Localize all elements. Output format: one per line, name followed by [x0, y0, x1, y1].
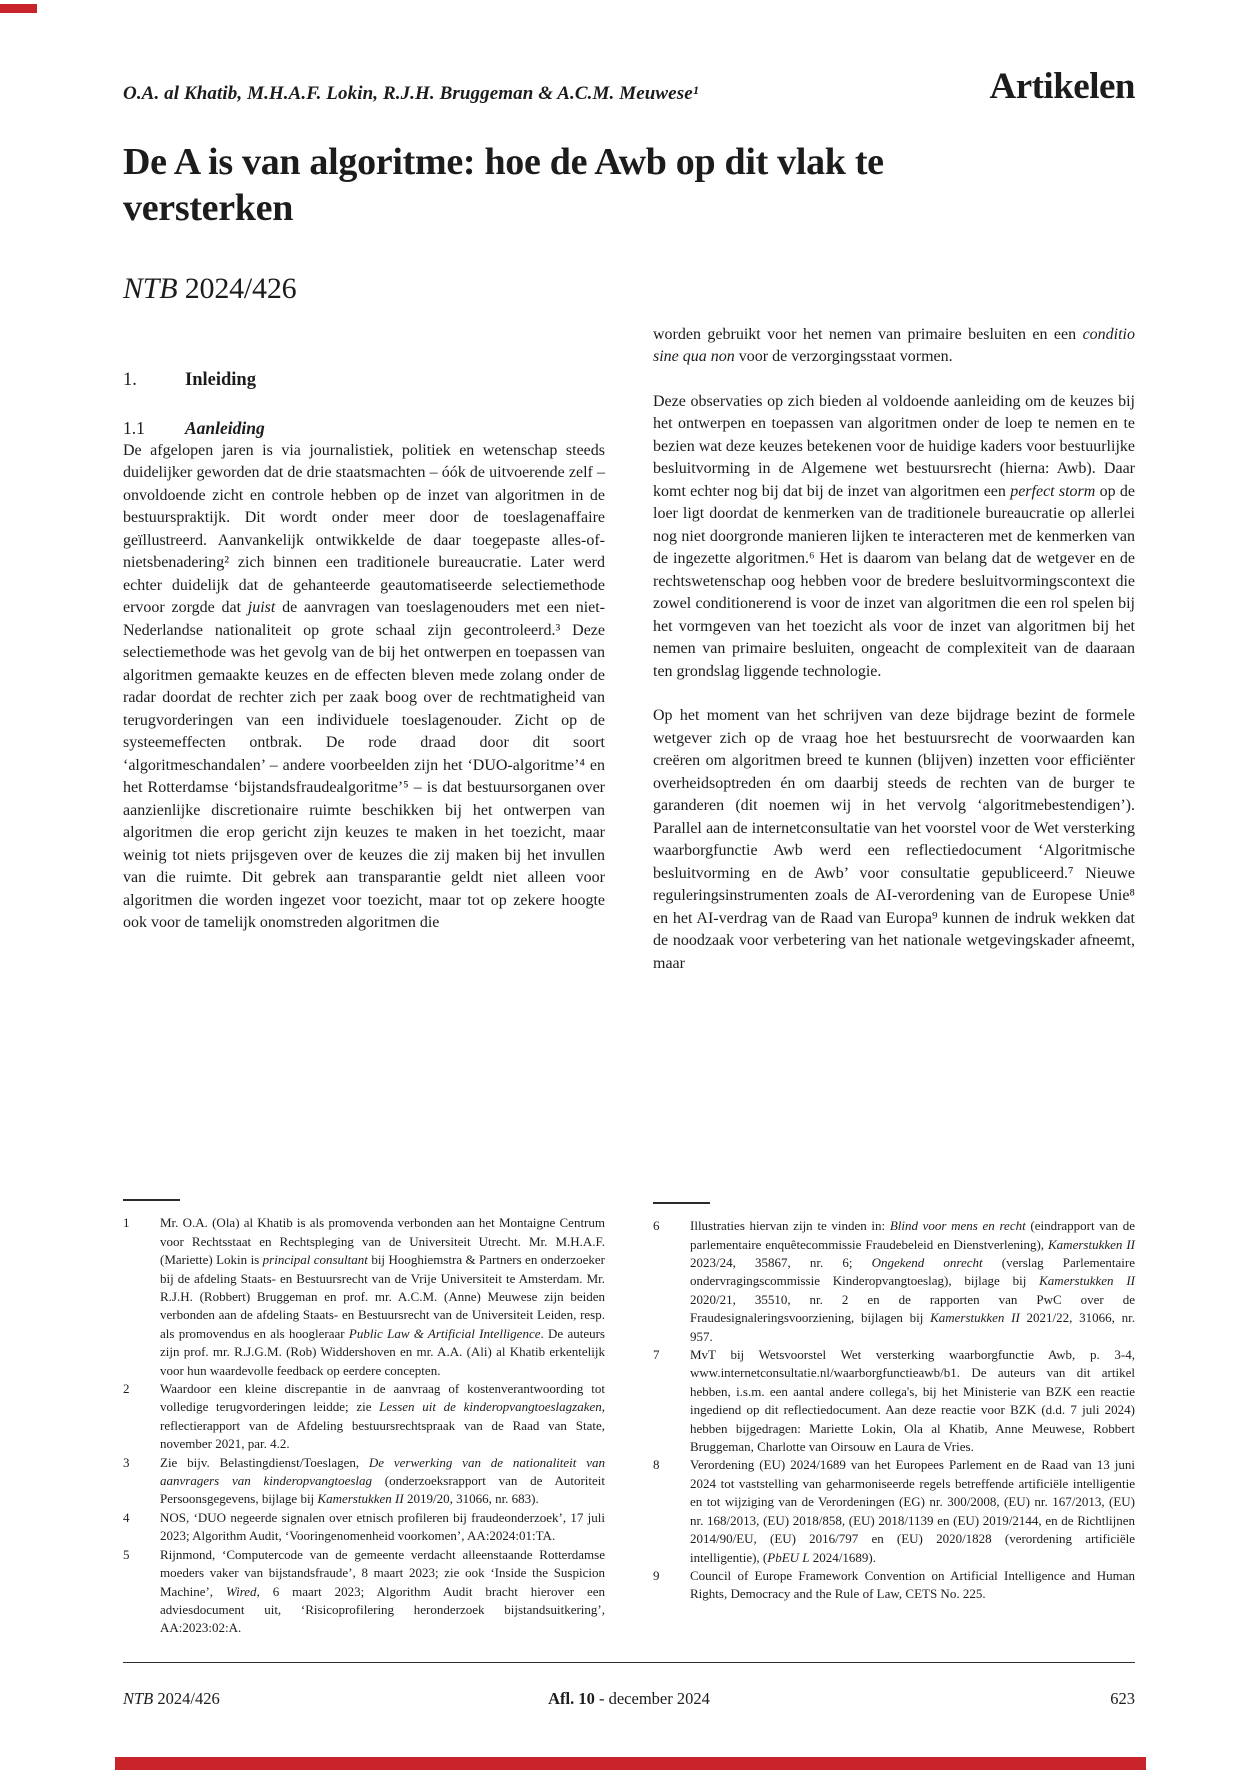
- footnote-number: 8: [653, 1457, 660, 1473]
- footnote-divider: [653, 1202, 710, 1204]
- page-header: [123, 68, 1135, 105]
- subsection-number: 1.1: [123, 417, 145, 438]
- footnote-list-right: [653, 1217, 1135, 1604]
- footnote-divider: [123, 1199, 180, 1201]
- paragraph: Op het moment van het schrijven van deze bijdrage bezint de formele wetgever zich op de vraag hoe het bestuursrecht de voorwaarden kan creëren om algoritmen breed te kunnen (blijven) inzetten voor efficiënter overheidsoptreden én om daarbij steeds de rechten van de burger te garanderen (dit noemen wij in het vervolg ‘algoritmebestendigen’). Parallel aan de internetconsultatie van het voorstel voor de Wet versterking waarborgfunctie Awb werd een reflectiedocument ‘Algoritmische besluitvorming en de Awb’ voor consultatie gepubliceerd.⁷ Nieuwe reguleringsinstrumenten zoals de AI-verordening van de Europese Unie⁸ en het AI-verdrag van de Raad van Europa⁹ kunnen de indruk wekken dat de noodzaak voor verbetering van het nationale wetgevingskader afneemt, maar: [653, 707, 1135, 972]
- page-footer: [123, 1663, 1135, 1709]
- corner-crop-mark: [0, 4, 37, 13]
- footnote-text: Rijnmond, ‘Computercode van de gemeente verdacht alleenstaande Rotterdamse moeders vaker van bijstandsfraude’, 8 maart 2023; zie ook ‘Inside the Suspicion Machine’, Wired, 6 maart 2023; Algorithm Audit bracht hierover een adviesdocument uit, ‘Risicoprofilering heronderzoek bijstandsuitkering’, AA:2023:02:A.: [160, 1546, 605, 1636]
- footnote-text: Council of Europe Framework Convention on Artificial Intelligence and Human Rights, Democracy and the Rule of Law, CETS No. 225.: [690, 1567, 1135, 1602]
- footnotes-left: [123, 1199, 605, 1637]
- footnote-number: 4: [123, 1509, 130, 1525]
- footnote-number: 3: [123, 1454, 130, 1470]
- footnote-item: [123, 1214, 605, 1380]
- section-heading: [123, 370, 605, 391]
- bottom-accent-bar: [115, 1757, 1146, 1770]
- footnote-list-left: [123, 1214, 605, 1637]
- journal-section-label: Artikelen: [989, 66, 1135, 107]
- page-content: [123, 0, 1135, 1709]
- footnote-item: [123, 1546, 605, 1638]
- footnote-number: 1: [123, 1215, 130, 1231]
- footnote-number: 9: [653, 1567, 660, 1583]
- footnote-text: Mr. O.A. (Ola) al Khatib is als promovenda verbonden aan het Montaigne Centrum voor Rechtsstaat en Rechtspleging van de Universiteit Utrecht. Mr. M.H.A.F. (Mariette) Lokin is principal consultant bij Hooghiemstra & Partners en onderzoeker bij de afdeling Staats- en Bestuursrecht van de Vrije Universiteit te Amsterdam. Mr. R.J.H. (Robbert) Bruggeman en prof. mr. A.C.M. (Anne) Meuwese zijn beiden verbonden aan de afdeling Staats- en Bestuursrecht van de Universiteit Leiden, resp. als promovendus en als hoogleraar Public Law & Artificial Intelligence. De auteurs zijn prof. mr. R.J.G.M. (Rob) Widdershoven en mr. A.A. (Ali) al Khatib erkentelijk voor hun waardevolle feedback op eerdere concepten.: [160, 1215, 605, 1378]
- footnote-item: [653, 1217, 1135, 1346]
- footer-issue-number: Afl. 10: [548, 1688, 595, 1708]
- right-column: [653, 318, 1135, 1662]
- footnote-text: MvT bij Wetsvoorstel Wet versterking waarborgfunctie Awb, p. 3-4, www.internetconsultatie.nl/waarborgfunctieawb/b1. De auteurs van dit artikel hebben, i.s.m. een aantal andere collega's, bij het Ministerie van BZK een reactie ingediend op dit reflectiedocument. Aan deze reactie voor BZK (d.d. 7 juli 2024) hebben bijgedragen: Mariette Lokin, Ola al Khatib, Anne Meuwese, Robbert Bruggeman, Charlotte van Oirsouw en Laura de Vries.: [690, 1347, 1135, 1455]
- authors-line: O.A. al Khatib, M.H.A.F. Lokin, R.J.H. Bruggeman & A.C.M. Meuwese¹: [123, 83, 699, 104]
- left-column-paragraphs: [123, 439, 605, 935]
- subsection-heading: [123, 418, 605, 439]
- two-column-body: [123, 318, 1135, 1662]
- footnote-item: [123, 1380, 605, 1454]
- paragraph: Deze observaties op zich bieden al voldoende aanleiding om de keuzes bij het ontwerpen en toepassen van algoritmen onder de loep te nemen en te bezien wat deze keuzes betekenen voor de huidige kaders voor bestuurlijke besluitvorming in de Algemene wet bestuursrecht (hierna: Awb). Daar komt echter nog bij dat bij de inzet van algoritmen een perfect storm op de loer ligt doordat de kenmerken van de traditionele bureaucratie op allerlei nog niet doorgronde manieren lijken te interacteren met de kenmerken van de ingezette algoritmen.⁶ Het is daarom van belang dat de wetgever en de rechtswetenschap oog hebben voor de bredere besluitvormingscontext die zowel conditionerend is voor de inzet van algoritmen die een rol spelen bij het vormgeven van het toezicht als voor de inzet van algoritmen bij het nemen van primaire besluiten, ongeacht de complexiteit van de daaraan ten grondslag liggende technologie.: [653, 392, 1136, 680]
- footer-issue: [460, 1689, 797, 1709]
- footnote-text: Zie bijv. Belastingdienst/Toeslagen, De verwerking van de nationaliteit van aanvragers van kinderopvangtoeslag (onderzoeksrapport van de Autoriteit Persoonsgegevens, bijlage bij Kamerstukken II 2019/20, 31066, nr. 683).: [160, 1454, 605, 1507]
- footnote-number: 2: [123, 1381, 130, 1397]
- footnotes-right: [653, 1202, 1135, 1604]
- footnote-item: [653, 1346, 1135, 1456]
- section-headings: [123, 370, 605, 439]
- footer-page-number: 623: [1110, 1688, 1135, 1708]
- footnote-number: 6: [653, 1218, 660, 1234]
- section-number: 1.: [123, 369, 137, 390]
- footnote-number: 7: [653, 1347, 660, 1363]
- footnote-text: Waardoor een kleine discrepantie in de aanvraag of kostenverantwoording tot volledige terugvorderingen leidde; zie Lessen uit de kinderopvangtoeslagzaken, reflectierapport van de Afdeling bestuursrechtspraak van de Raad van State, november 2021, par. 4.2.: [160, 1381, 605, 1452]
- footnote-text: NOS, ‘DUO negeerde signalen over etnisch profileren bij fraudeonderzoek’, 17 juli 2023; Algorithm Audit, ‘Vooringenomenheid voorkomen’, AA:2024:01:TA.: [160, 1509, 605, 1544]
- paragraph: De afgelopen jaren is via journalistiek, politiek en wetenschap steeds duidelijker geworden dat de drie staatsmachten – óók de uitvoerende zelf – onvoldoende zicht en controle hebben op de inzet van algoritmen in de bestuurspraktijk. Dit wordt onder meer door de toeslagenaffaire geïllustreerd. Aanvankelijk ontwikkelde de daar toegepaste alles-of-nietsbenadering² zich binnen een traditionele bureaucratie. Later werd echter duidelijk dat de gehanteerde geautomatiseerde selectiemethode ervoor zorgde dat juist de aanvragen van toeslagenouders met een niet-Nederlandse nationaliteit op grote schaal zijn gecontroleerd.³ Deze selectiemethode was het gevolg van de bij het ontwerpen en toepassen van algoritmen gemaakte keuzes en de effecten bleven mede zolang onder de radar doordat de rechter zich per zaak boog over de rechtmatigheid van terugvorderingen van een individuele toeslagenouder. Zicht op de systeemeffecten ontbrak. De rode draad door dit soort ‘algoritmeschandalen’ – andere voorbeelden zijn het ‘DUO-algoritme’⁴ en het Rotterdamse ‘bijstandsfraudealgoritme’⁵ – is dat bestuursorganen over aanzienlijke discretionaire ruimte beschikken bij het ontwerpen van algoritmen die erop gericht zijn keuzes te maken in het toezicht, maar weinig tot niets prijsgeven over de keuzes die zij maken bij het invullen van die ruimte. Dit gebrek aan transparantie geldt niet alleen voor algoritmen die worden ingezet voor toezicht, maar tot op zekere hoogte ook voor de tamelijk onomstreden algoritmen die: [123, 441, 606, 932]
- footnote-item: [123, 1509, 605, 1546]
- article-case-reference: NTB 2024/426: [123, 271, 297, 305]
- right-column-paragraphs: [653, 318, 1135, 976]
- footnote-text: Illustraties hiervan zijn te vinden in: Blind voor mens en recht (eindrapport van de parlementaire enquêtecommissie Fraudebeleid en Dienstverlening), Kamerstukken II 2023/24, 35867, nr. 6; Ongekend onrecht (verslag Parlementaire ondervragingscommissie Kinderopvangtoeslag), bijlage bij Kamerstukken II 2020/21, 35510, nr. 2 en de rapporten van PwC over de Fraudesignaleringsvoorziening, bijlagen bij Kamerstukken II 2021/22, 31066, nr. 957.: [690, 1218, 1135, 1344]
- footnote-item: [653, 1456, 1135, 1566]
- left-column: [123, 318, 605, 1662]
- footnote-item: [653, 1567, 1135, 1604]
- footnote-number: 5: [123, 1546, 130, 1562]
- footer-journal-ref: NTB 2024/426: [123, 1688, 220, 1708]
- article-title: De A is van algoritme: hoe de Awb op dit vlak te versterken: [123, 141, 884, 230]
- footnote-text: Verordening (EU) 2024/1689 van het Europees Parlement en de Raad van 13 juni 2024 tot vaststelling van geharmoniseerde regels betreffende artificiële intelligentie en tot wijziging van de Verordeningen (EG) nr. 300/2008, (EU) nr. 167/2013, (EU) nr. 168/2013, (EU) 2018/858, (EU) 2018/1139 en (EU) 2019/2144, en de Richtlijnen 2014/90/EU, (EU) 2016/797 en (EU) 2020/1828 (verordening artificiële intelligentie), (PbEU L 2024/1689).: [690, 1457, 1135, 1565]
- footer-issue-date: - december 2024: [594, 1688, 710, 1708]
- subsection-label: Aanleiding: [185, 417, 265, 438]
- section-label: Inleiding: [185, 369, 256, 390]
- paragraph: worden gebruikt voor het nemen van primaire besluiten en een conditio sine qua non voor de verzorgingsstaat vormen.: [653, 325, 1135, 366]
- footnote-item: [123, 1454, 605, 1509]
